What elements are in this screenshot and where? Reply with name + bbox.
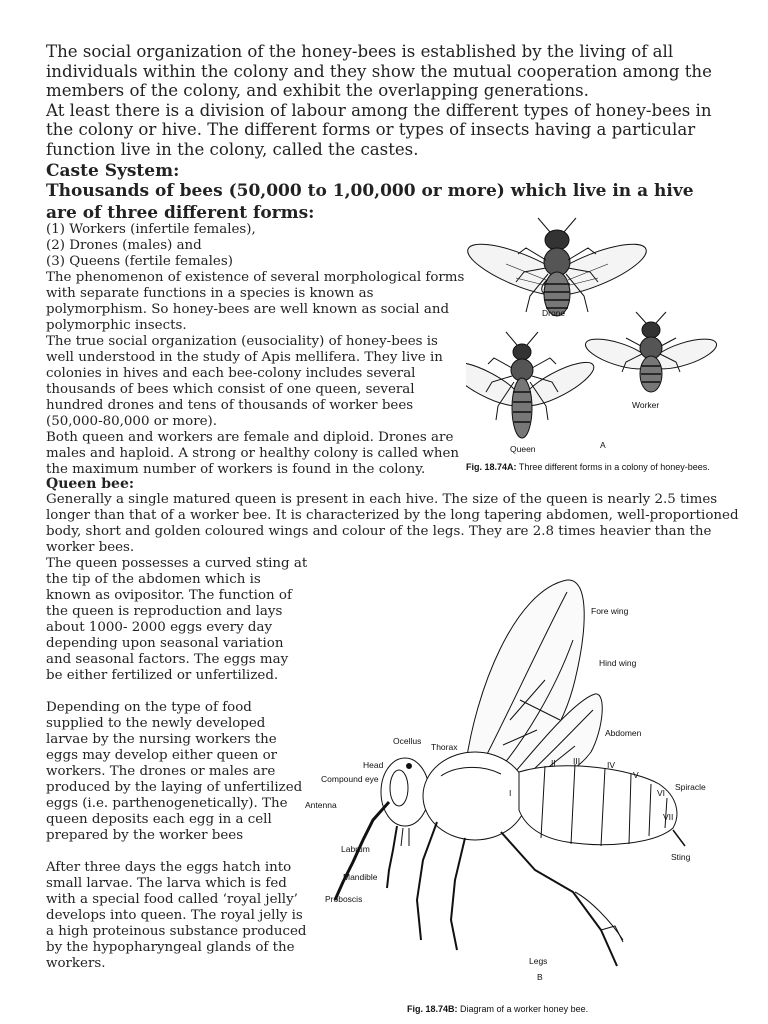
figure-b-caption-number: Fig. 18.74B: xyxy=(407,1004,458,1014)
figure-18-74b xyxy=(305,570,725,1020)
queen-bee-heading: Queen bee: xyxy=(46,476,135,492)
thorax-label: Thorax xyxy=(431,742,458,752)
fore-wing-label: Fore wing xyxy=(591,606,629,616)
segment-iv-label: IV xyxy=(607,760,616,770)
caste-item-workers: (1) Workers (infertile females), xyxy=(46,222,256,237)
worker-label: Worker xyxy=(632,400,660,410)
queen-label: Queen xyxy=(510,444,536,454)
segment-i-label: I xyxy=(509,788,512,798)
royal-jelly-paragraph: After three days the eggs hatch into small larvae. The larva which is fed with a special food called ‘royal jelly’ develops into queen. The royal jelly is a high proteinous substance produced by the hypopharyngeal glands of the workers. xyxy=(46,860,307,971)
proboscis-label: Proboscis xyxy=(325,894,363,904)
intro-text xyxy=(46,42,736,160)
sting-label: Sting xyxy=(671,852,691,862)
figure-18-74a xyxy=(466,212,736,490)
head-label: Head xyxy=(363,760,384,770)
abdomen-label: Abdomen xyxy=(605,728,642,738)
polymorphism-paragraph: The phenomenon of existence of several morphological forms with separate functions in a species is known as polymorphism. So honey-bees are well known as social and polymorphic insects. xyxy=(46,270,465,333)
segment-vi-label: VI xyxy=(657,788,666,798)
figure-b-caption xyxy=(407,1004,707,1015)
queen-bee-illustration xyxy=(466,332,599,438)
intro-paragraph-1: The social organization of the honey-bees is established by the living of all individuals within the colony and they show the mutual cooperation among the members of the colony, and exhibit the overlapping generations. xyxy=(46,42,712,101)
caste-item-drones: (2) Drones (males) and xyxy=(46,238,202,253)
worker-bee-illustration xyxy=(582,312,719,392)
figure-a-panel-letter: A xyxy=(600,440,606,450)
figure-a-caption xyxy=(466,462,736,473)
drone-bee-illustration xyxy=(466,218,652,316)
larval-food-paragraph: Depending on the type of food supplied to the newly developed larvae by the nursing workers the eggs may develop either queen or workers. The drones or males are produced by the laying of unfertilized eggs (i.e. parthenogenetically). The queen deposits each egg in a cell prepared by the worker bees xyxy=(46,700,303,843)
intro-paragraph-2: At least there is a division of labour among the different types of honey-bees in the colony or hive. The different forms or types of insects having a particular function live in the colony, called the castes. xyxy=(46,100,712,159)
segment-iii-label: III xyxy=(573,756,581,766)
drone-label: Drone xyxy=(542,308,566,318)
segment-v-label: V xyxy=(633,770,639,780)
labrum-label: Labrum xyxy=(341,844,370,854)
figure-b-caption-text: Diagram of a worker honey bee. xyxy=(460,1004,589,1014)
antenna-label: Antenna xyxy=(305,800,337,810)
figure-a-caption-number: Fig. 18.74A: xyxy=(466,462,517,472)
queen-column xyxy=(46,556,308,988)
segment-vii-label: VII xyxy=(663,812,674,822)
segment-ii-label: II xyxy=(551,758,556,768)
figure-a-caption-text: Three different forms in a colony of honey-bees. xyxy=(518,462,710,472)
figure-b-panel-letter: B xyxy=(537,972,543,982)
caste-system-heading: Caste System: xyxy=(46,161,180,181)
spiracle-label: Spiracle xyxy=(675,782,706,792)
diploid-paragraph: Both queen and workers are female and diploid. Drones are males and haploid. A strong or healthy colony is called when the maximum number of workers is found in the colony. xyxy=(46,430,459,477)
three-forms-heading: Thousands of bees (50,000 to 1,00,000 or more) which live in a hive are of three different forms: xyxy=(46,181,694,223)
legs-label: Legs xyxy=(529,956,548,966)
queen-size-paragraph: Generally a single matured queen is present in each hive. The size of the queen is nearly 2.5 times longer than that of a worker bee. It is characterized by the long tapering abdomen, well-proportioned body, short and golden coloured wings and colour of the legs. They are 2.8 times heavier than the worker bees. xyxy=(46,492,739,555)
ocellus-label: Ocellus xyxy=(393,736,422,746)
caste-item-queens: (3) Queens (fertile females) xyxy=(46,254,233,269)
eusociality-paragraph: The true social organization (eusociality) of honey-bees is well understood in the study of Apis mellifera. They live in colonies in hives and each bee-colony includes several thousands of bees which consist of one queen, several hundred drones and tens of thousands of worker bees (50,000-80,000 or more). xyxy=(46,334,443,429)
hind-wing-label: Hind wing xyxy=(599,658,637,668)
ovipositor-paragraph: The queen possesses a curved sting at the tip of the abdomen which is known as ovipositor. The function of the queen is reproduction and lays about 1000- 2000 eggs every day depending upon seasonal variation and seasonal factors. The eggs may be either fertilized or unfertilized. xyxy=(46,556,308,683)
mandible-label: Mandible xyxy=(343,872,378,882)
caste-column xyxy=(46,222,466,478)
compound-eye-label: Compound eye xyxy=(321,774,379,784)
